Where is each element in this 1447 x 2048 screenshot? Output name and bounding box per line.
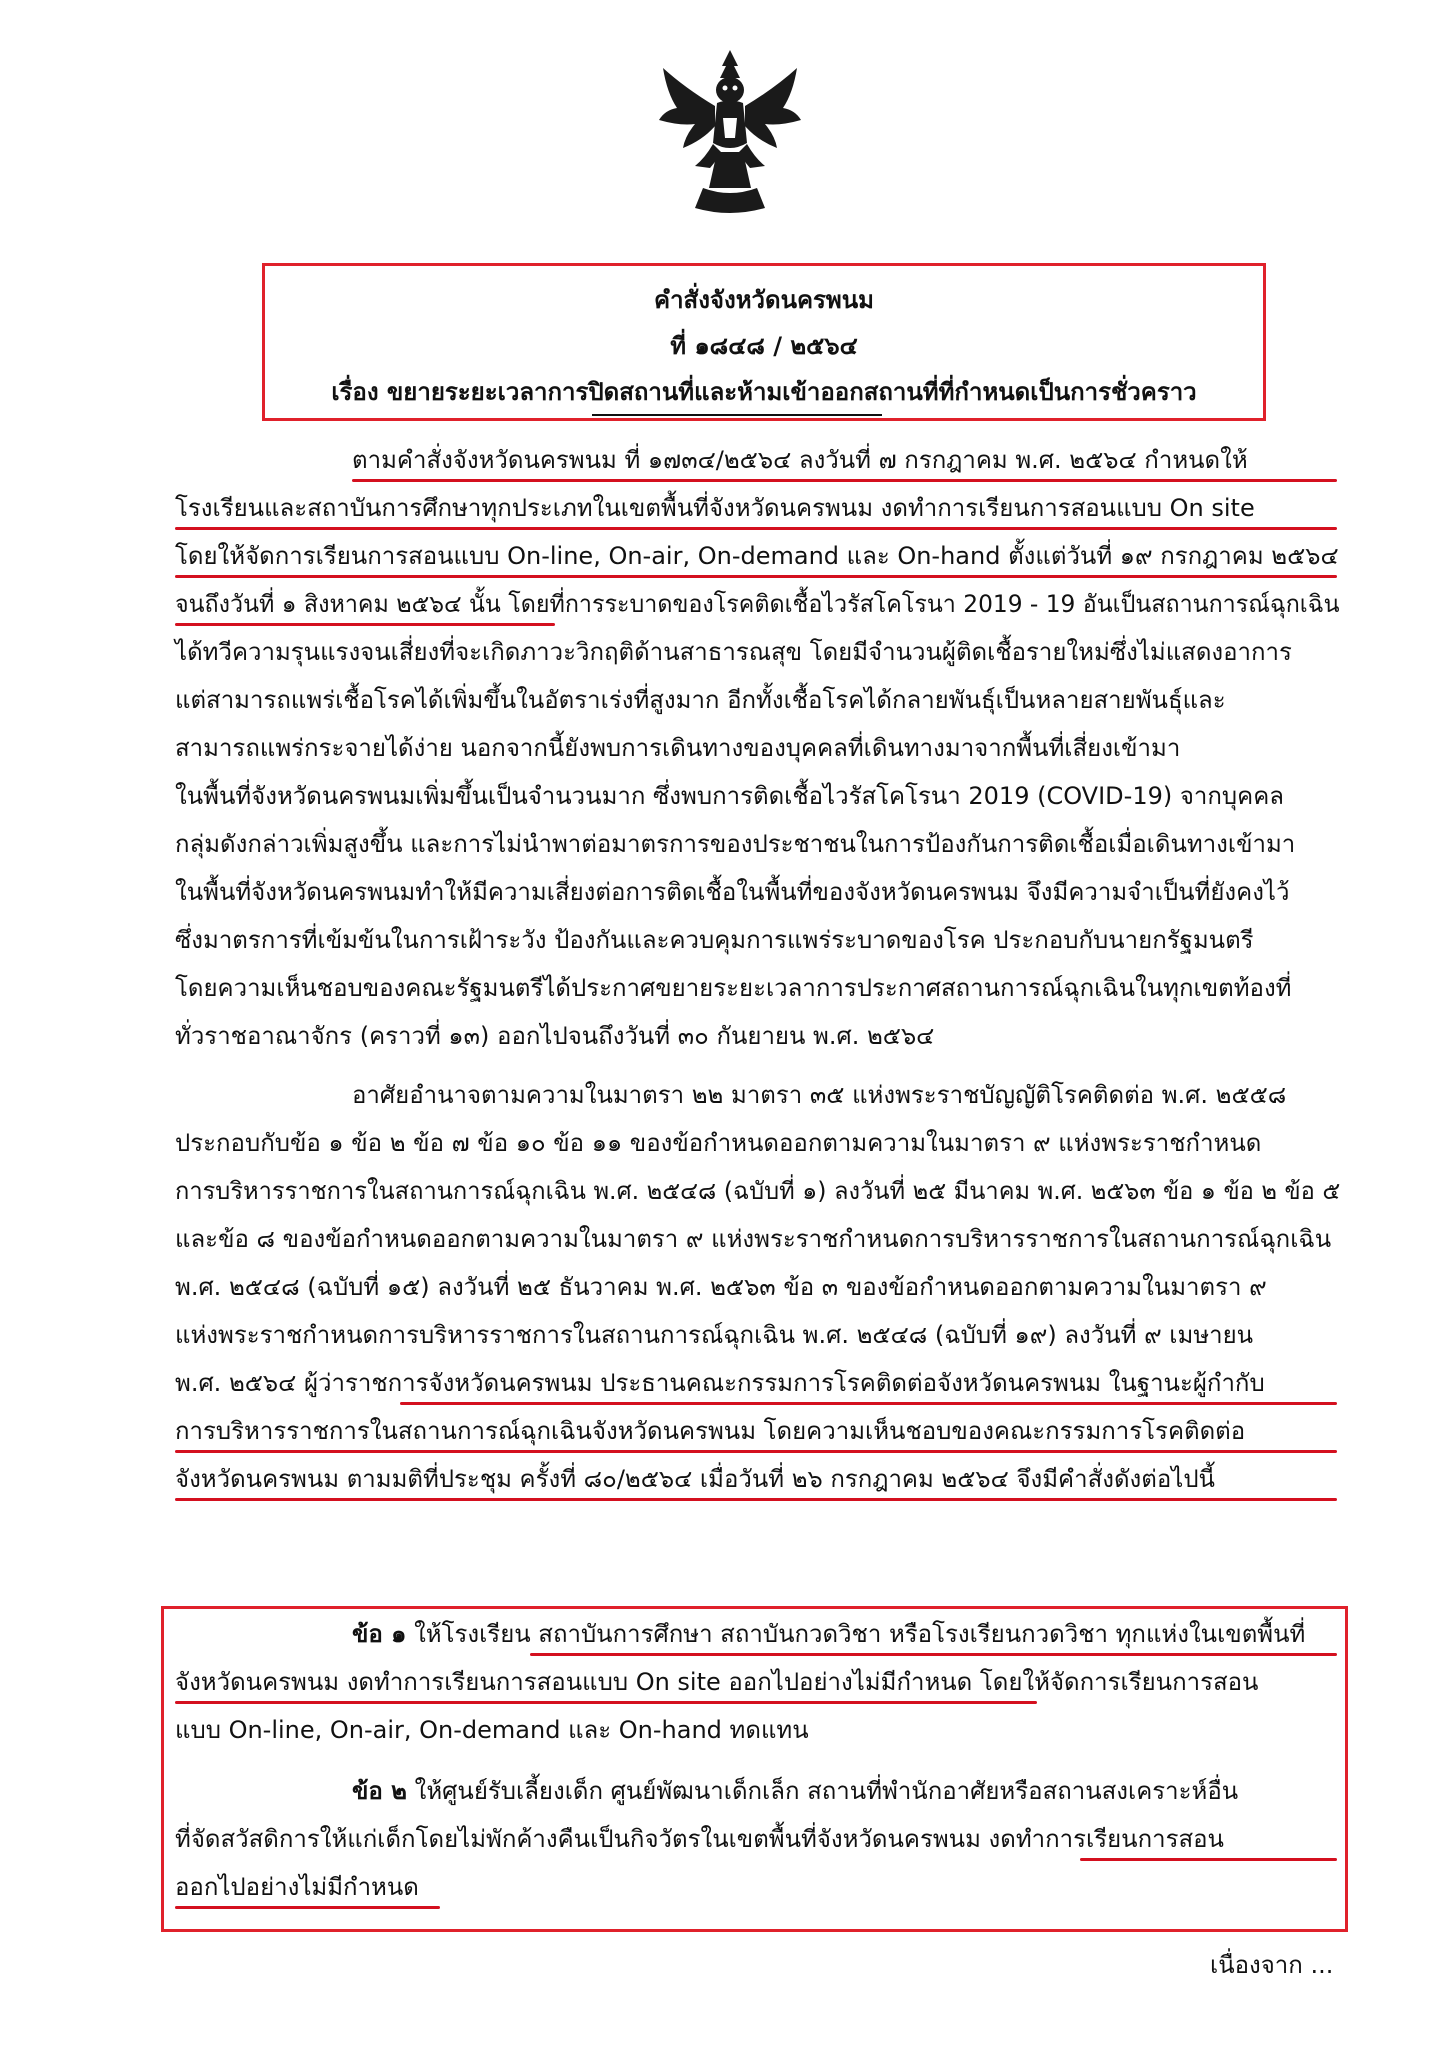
clause2-line3: ออกไปอย่างไม่มีกำหนด: [175, 1873, 419, 1901]
clause1-line2: จังหวัดนครพนม งดทำการเรียนการสอนแบบ On site ออกไปอย่างไม่มีกำหนด โดยให้จัดการเรียนการสอน: [175, 1668, 1259, 1696]
order-subject: เรื่อง ขยายระยะเวลาการปิดสถานที่และห้ามเข้าออกสถานที่ที่กำหนดเป็นการชั่วคราว: [331, 378, 1197, 406]
paragraph1-line: ในพื้นที่จังหวัดนครพนมเพิ่มขึ้นเป็นจำนวนมาก ซึ่งพบการติดเชื้อไวรัสโคโรนา 2019 (COVID-19) จากบุคคล: [175, 782, 1284, 810]
highlight-underline: [175, 575, 1337, 578]
paragraph1-line: ในพื้นที่จังหวัดนครพนมทำให้มีความเสี่ยงต่อการติดเชื้อในพื้นที่ของจังหวัดนครพนม จึงมีความจำเป็นที่ยังคงไว้: [175, 878, 1290, 906]
paragraph2-line: การบริหารราชการในสถานการณ์ฉุกเฉินจังหวัดนครพนม โดยความเห็นชอบของคณะกรรมการโรคติดต่อ: [175, 1417, 1246, 1445]
highlight-underline: [530, 1653, 1337, 1656]
order-header-box: [262, 263, 1266, 421]
paragraph2-line: แห่งพระราชกำหนดการบริหารราชการในสถานการณ์ฉุกเฉิน พ.ศ. ๒๕๔๘ (ฉบับที่ ๑๙) ลงวันที่ ๙ เมษายน: [175, 1321, 1254, 1349]
paragraph1-line: สามารถแพร่กระจายได้ง่าย นอกจากนี้ยังพบการเดินทางของบุคคลที่เดินทางมาจากพื้นที่เสี่ยงเข้ามา: [175, 734, 1181, 762]
paragraph2-line: จังหวัดนครพนม ตามมติที่ประชุม ครั้งที่ ๘๐/๒๕๖๔ เมื่อวันที่ ๒๖ กรกฎาคม ๒๕๖๔ จึงมีคำสั่งดังต่อไปนี้: [175, 1465, 1215, 1493]
clause1-line3: แบบ On-line, On-air, On-demand และ On-hand ทดแทน: [175, 1716, 809, 1744]
highlight-underline: [1080, 1858, 1337, 1861]
paragraph1-line: โรงเรียนและสถาบันการศึกษาทุกประเภทในเขตพื้นที่จังหวัดนครพนม งดทำการเรียนการสอนแบบ On site: [175, 494, 1255, 522]
highlight-underline: [175, 1498, 1337, 1501]
order-number: ที่ ๑๘๔๘ / ๒๕๖๔: [670, 332, 858, 360]
highlight-underline: [175, 623, 555, 626]
paragraph2-line: ประกอบกับข้อ ๑ ข้อ ๒ ข้อ ๗ ข้อ ๑๐ ข้อ ๑๑ ของข้อกำหนดออกตามความในมาตรา ๙ แห่งพระราชกำหนด: [175, 1129, 1262, 1157]
paragraph1-line: จนถึงวันที่ ๑ สิงหาคม ๒๕๖๔ นั้น โดยที่การระบาดของโรคติดเชื้อไวรัสโคโรนา 2019 - 19 อันเป็นสถานการณ์ฉุกเฉิน: [175, 590, 1340, 618]
clause1-label: ข้อ ๑: [352, 1620, 407, 1648]
highlight-underline: [400, 1402, 1337, 1405]
paragraph1-line: โดยให้จัดการเรียนการสอนแบบ On-line, On-air, On-demand และ On-hand ตั้งแต่วันที่ ๑๙ กรกฎาคม ๒๕๖๔: [175, 542, 1339, 570]
paragraph2-line: พ.ศ. ๒๕๖๔ ผู้ว่าราชการจังหวัดนครพนม ประธานคณะกรรมการโรคติดต่อจังหวัดนครพนม ในฐานะผู้กำกับ: [175, 1369, 1265, 1397]
order-title: คำสั่งจังหวัดนครพนม: [654, 286, 874, 314]
highlight-underline: [352, 479, 1337, 482]
paragraph2-line: และข้อ ๘ ของข้อกำหนดออกตามความในมาตรา ๙ แห่งพระราชกำหนดการบริหารราชการในสถานการณ์ฉุกเฉิน: [175, 1225, 1332, 1253]
highlight-underline: [175, 1701, 1037, 1704]
clause2-line2: ที่จัดสวัสดิการให้แก่เด็กโดยไม่พักค้างคืนเป็นกิจวัตรในเขตพื้นที่จังหวัดนครพนม งดทำการเรียนการสอน: [175, 1825, 1224, 1853]
continuation-marker: เนื่องจาก ...: [1210, 1951, 1334, 1979]
clause1-line1: [352, 1619, 1305, 1649]
paragraph1-line: ซึ่งมาตรการที่เข้มข้นในการเฝ้าระวัง ป้องกันและควบคุมการแพร่ระบาดของโรค ประกอบกับนายกรัฐมนตรี: [175, 926, 1254, 954]
paragraph1-line: ได้ทวีความรุนแรงจนเสี่ยงที่จะเกิดภาวะวิกฤติด้านสาธารณสุข โดยมีจำนวนผู้ติดเชื้อรายใหม่ซึ่งไม่แสดงอาการ: [175, 638, 1292, 666]
highlight-underline: [175, 1450, 1337, 1453]
header-divider: [592, 414, 882, 416]
clause2-line1: [352, 1776, 1238, 1806]
paragraph1-line: แต่สามารถแพร่เชื้อโรคได้เพิ่มขึ้นในอัตราเร่งที่สูงมาก อีกทั้งเชื้อโรคได้กลายพันธุ์เป็นหลายสายพันธุ์และ: [175, 686, 1226, 714]
paragraph1-line: ตามคำสั่งจังหวัดนครพนม ที่ ๑๗๓๔/๒๕๖๔ ลงวันที่ ๗ กรกฎาคม พ.ศ. ๒๕๖๔ กำหนดให้: [352, 446, 1248, 474]
paragraph2-line: พ.ศ. ๒๕๔๘ (ฉบับที่ ๑๕) ลงวันที่ ๒๕ ธันวาคม พ.ศ. ๒๕๖๓ ข้อ ๓ ของข้อกำหนดออกตามความในมาตรา ๙: [175, 1273, 1267, 1301]
clause1-text: ให้โรงเรียน สถาบันการศึกษา สถาบันกวดวิชา หรือโรงเรียนกวดวิชา ทุกแห่งในเขตพื้นที่: [414, 1620, 1306, 1648]
garuda-emblem-icon: [655, 48, 805, 218]
paragraph1-line: ทั่วราชอาณาจักร (คราวที่ ๑๓) ออกไปจนถึงวันที่ ๓๐ กันยายน พ.ศ. ๒๕๖๔: [175, 1022, 935, 1050]
clause2-text: ให้ศูนย์รับเลี้ยงเด็ก ศูนย์พัฒนาเด็กเล็ก สถานที่พำนักอาศัยหรือสถานสงเคราะห์อื่น: [414, 1777, 1239, 1805]
paragraph1-line: โดยความเห็นชอบของคณะรัฐมนตรีได้ประกาศขยายระยะเวลาการประกาศสถานการณ์ฉุกเฉินในทุกเขตท้องที่: [175, 974, 1292, 1002]
clause2-label: ข้อ ๒: [352, 1777, 407, 1805]
highlight-underline: [175, 1906, 440, 1909]
paragraph1-line: กลุ่มดังกล่าวเพิ่มสูงขึ้น และการไม่นำพาต่อมาตรการของประชาชนในการป้องกันการติดเชื้อเมื่อเดินทางเข้ามา: [175, 830, 1296, 858]
highlight-underline: [175, 527, 1337, 530]
paragraph2-line: อาศัยอำนาจตามความในมาตรา ๒๒ มาตรา ๓๕ แห่งพระราชบัญญัติโรคติดต่อ พ.ศ. ๒๕๕๘: [352, 1081, 1287, 1109]
paragraph2-line: การบริหารราชการในสถานการณ์ฉุกเฉิน พ.ศ. ๒๕๔๘ (ฉบับที่ ๑) ลงวันที่ ๒๕ มีนาคม พ.ศ. ๒๕๖๓ ข้อ ๑ ข้อ ๒ ข้อ ๕: [175, 1177, 1341, 1205]
